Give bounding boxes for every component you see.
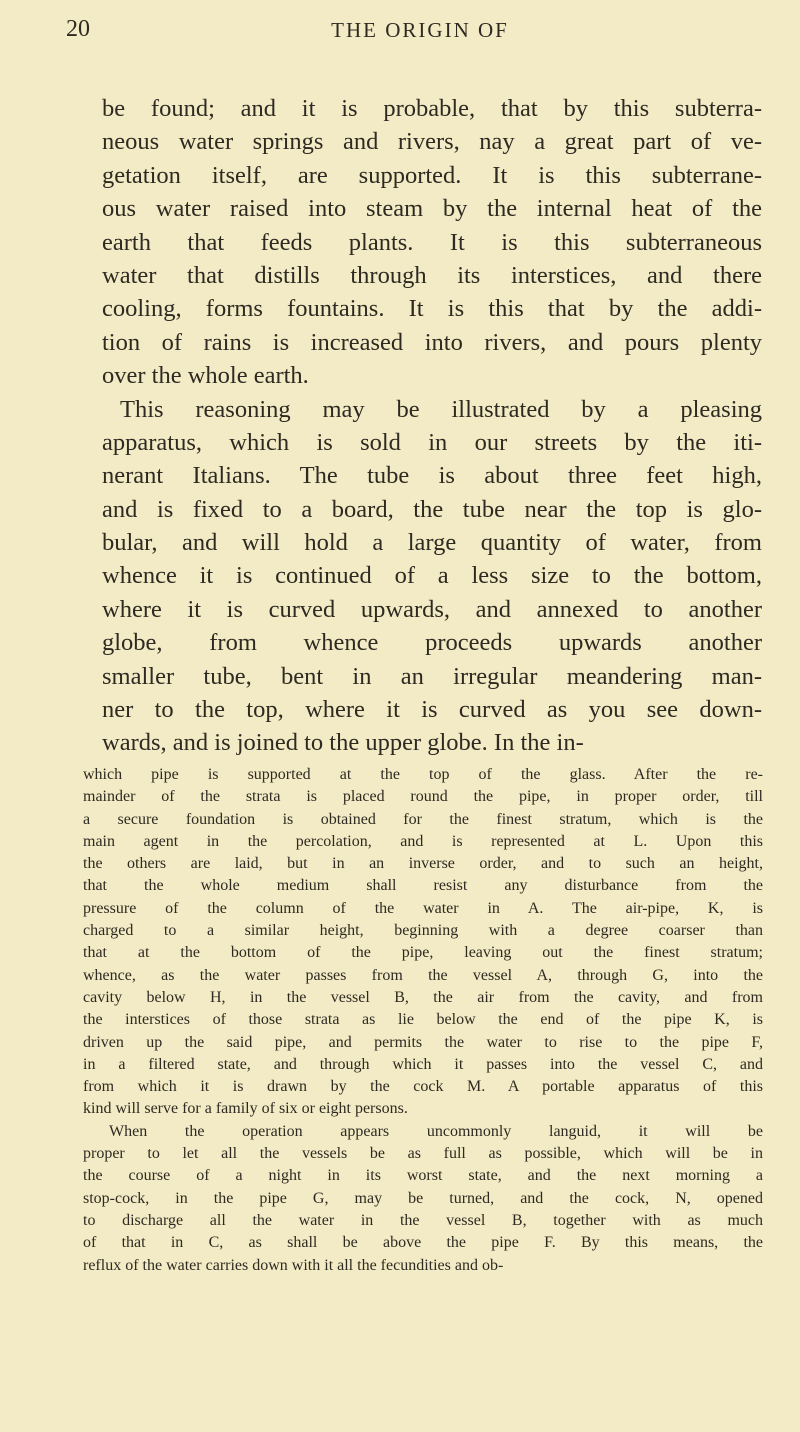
- page-number: 20: [66, 16, 90, 42]
- text-line: bular, and will hold a large quantity of water, from: [102, 529, 762, 557]
- text-line: of that in C, as shall be above the pipe F. By this means, the: [83, 1234, 763, 1252]
- text-line: This reasoning may be illustrated by a pleasing: [120, 395, 762, 423]
- text-line: apparatus, which is sold in our streets by the iti-: [102, 428, 762, 456]
- text-line: getation itself, are supported. It is this subterrane-: [102, 161, 762, 189]
- text-line: kind will serve for a family of six or eight persons.: [83, 1100, 408, 1118]
- text-line: the interstices of those strata as lie below the end of the pipe K, is: [83, 1011, 763, 1029]
- text-line: tion of rains is increased into rivers, and pours plenty: [102, 328, 762, 356]
- text-line: from which it is drawn by the cock M. A portable apparatus of this: [83, 1078, 763, 1096]
- main-text: [102, 92, 762, 760]
- text-line: main agent in the percolation, and is represented at L. Upon this: [83, 832, 763, 850]
- text-line: globe, from whence proceeds upwards another: [102, 629, 762, 657]
- text-line: be found; and it is probable, that by this subterra-: [102, 95, 762, 122]
- text-line: cavity below H, in the vessel B, the air from the cavity, and from: [83, 988, 763, 1006]
- text-line: a secure foundation is obtained for the finest stratum, which is the: [83, 810, 763, 828]
- text-line: to discharge all the water in the vessel B, together with as much: [83, 1211, 763, 1229]
- text-line: When the operation appears uncommonly languid, it will be: [109, 1122, 763, 1140]
- text-line: ous water raised into steam by the internal heat of the: [102, 195, 762, 223]
- text-line: proper to let all the vessels be as full as possible, which will be in: [83, 1145, 763, 1163]
- text-line: neous water springs and rivers, nay a great part of ve-: [102, 128, 762, 156]
- footnote-text: [83, 764, 763, 1277]
- text-line: charged to a similar height, beginning with a degree coarser than: [83, 922, 763, 940]
- text-line: wards, and is joined to the upper globe. In the in-: [102, 729, 584, 757]
- running-title: THE ORIGIN OF: [331, 18, 509, 42]
- text-line: ner to the top, where it is curved as you see down-: [102, 696, 762, 724]
- text-line: pressure of the column of the water in A. The air-pipe, K, is: [83, 899, 763, 917]
- text-line: smaller tube, bent in an irregular meandering man-: [102, 662, 762, 690]
- text-line: over the whole earth.: [102, 362, 309, 390]
- text-line: that the whole medium shall resist any disturbance from the: [83, 877, 763, 895]
- text-line: driven up the said pipe, and permits the water to rise to the pipe F,: [83, 1033, 763, 1051]
- text-line: nerant Italians. The tube is about three feet high,: [102, 462, 762, 490]
- text-line: in a filtered state, and through which it passes into the vessel C, and: [83, 1055, 763, 1073]
- text-line: and is fixed to a board, the tube near the top is glo-: [102, 495, 762, 523]
- text-line: earth that feeds plants. It is this subterraneous: [102, 228, 762, 256]
- text-line: cooling, forms fountains. It is this that by the addi-: [102, 295, 762, 323]
- text-line: the others are laid, but in an inverse order, and to such an height,: [83, 855, 763, 873]
- text-line: that at the bottom of the pipe, leaving out the finest stratum;: [83, 944, 763, 962]
- text-line: mainder of the strata is placed round the pipe, in proper order, till: [83, 788, 763, 806]
- text-line: whence it is continued of a less size to the bottom,: [102, 562, 762, 590]
- text-line: the course of a night in its worst state, and the next morning a: [83, 1167, 763, 1185]
- text-line: whence, as the water passes from the vessel A, through G, into the: [83, 966, 763, 984]
- text-line: which pipe is supported at the top of the glass. After the re-: [83, 766, 763, 783]
- text-line: where it is curved upwards, and annexed to another: [102, 595, 762, 623]
- text-line: reflux of the water carries down with it all the fecundities and ob-: [83, 1256, 504, 1274]
- text-line: stop-cock, in the pipe G, may be turned, and the cock, N, opened: [83, 1189, 763, 1207]
- text-line: water that distills through its interstices, and there: [102, 261, 762, 289]
